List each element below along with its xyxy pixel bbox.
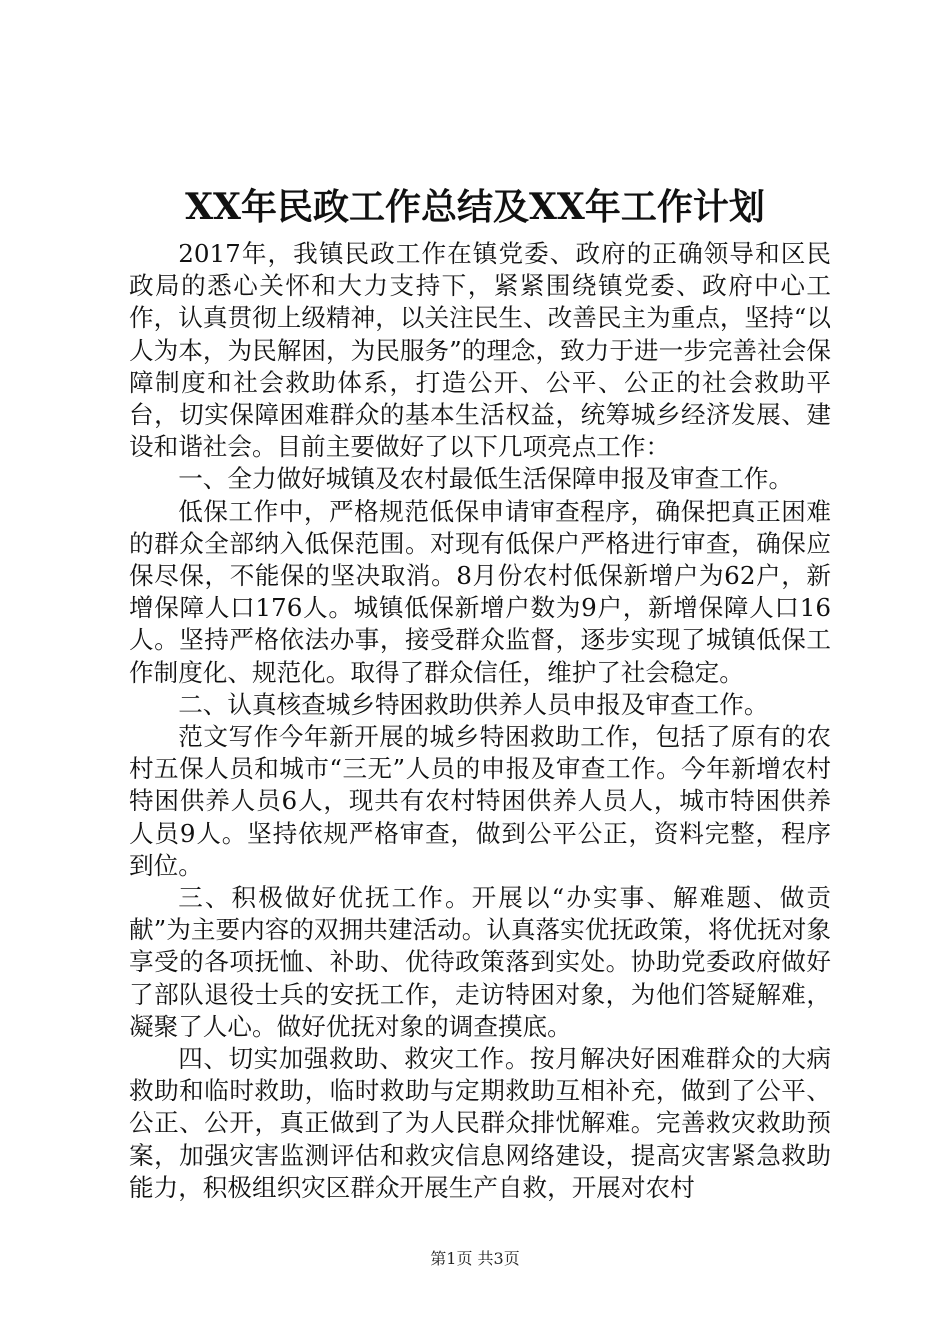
paragraph-section-3: 三、积极做好优抚工作。开展以“办实事、解难题、做贡献”为主要内容的双拥共建活动。认真落实优抚政策，将优抚对象享受的各项抚恤、补助、优待政策落到实处。协助党委政府做好了部队退役士兵的安抚工作，走访特困对象，为他们答疑解难，凝聚了人心。做好优抚对象的调查摸底。: [129, 883, 831, 1041]
paragraph-section-1: 低保工作中，严格规范低保申请审查程序，确保把真正困难的群众全部纳入低保范围。对现有低保户严格进行审查，确保应保尽保，不能保的坚决取消。8月份农村低保新增户为62户，新增保障人口176人。城镇低保新增户数为9户，新增保障人口16人。坚持严格依法办事，接受群众监督，逐步实现了城镇低保工作制度化、规范化。取得了群众信任，维护了社会稳定。: [129, 496, 831, 687]
page-footer: 第1页 共3页: [430, 1249, 520, 1268]
paragraph-intro: 2017年，我镇民政工作在镇党委、政府的正确领导和区民政局的悉心关怀和大力支持下，紧紧围绕镇党委、政府中心工作，认真贯彻上级精神，以关注民生、改善民主为重点，坚持“以人为本，为民解困，为民服务”的理念，致力于进一步完善社会保障制度和社会救助体系，打造公开、公平、公正的社会救助平台，切实保障困难群众的基本生活权益，统筹城乡经济发展、建设和谐社会。目前主要做好了以下几项亮点工作：: [129, 239, 831, 462]
paragraph-section-2: 范文写作今年新开展的城乡特困救助工作，包括了原有的农村五保人员和城市“三无”人员的申报及审查工作。今年新增农村特困供养人员6人，现共有农村特困供养人员人，城市特困供养人员9人。坚持依规严格审查，做到公平公正，资料完整，程序到位。: [129, 722, 831, 880]
heading-section-2: 二、认真核查城乡特困救助供养人员申报及审查工作。: [178, 689, 769, 719]
paragraph-section-4: 四、切实加强救助、救灾工作。按月解决好困难群众的大病救助和临时救助，临时救助与定期救助互相补充，做到了公平、公正、公开，真正做到了为人民群众排忧解难。完善救灾救助预案，加强灾害监测评估和救灾信息网络建设，提高灾害紧急救助能力，积极组织灾区群众开展生产自救，开展对农村: [129, 1044, 831, 1202]
document-body: [129, 238, 831, 1204]
document-title: XX年民政工作总结及XX年工作计划: [185, 186, 765, 228]
heading-section-1: 一、全力做好城镇及农村最低生活保障申报及审查工作。: [178, 464, 794, 494]
